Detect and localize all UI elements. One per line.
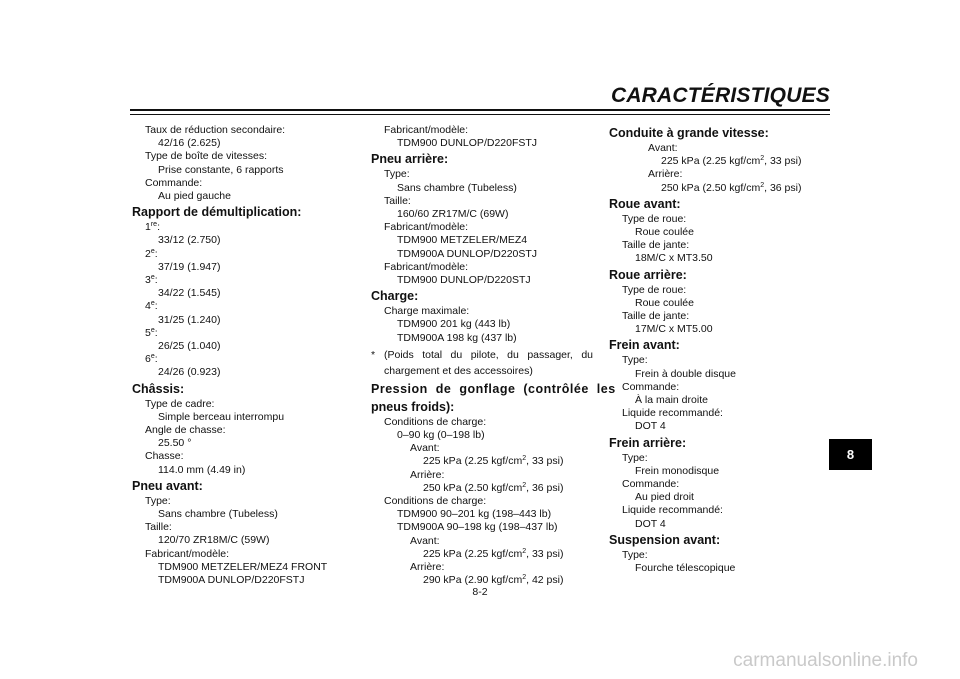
footnote-mark: * xyxy=(371,348,376,361)
spec-value: 25.50 ° xyxy=(158,437,192,450)
gear-number: 4 xyxy=(145,300,151,313)
section-heading: Pneu arrière: xyxy=(371,152,449,167)
gear-label: 6e: xyxy=(145,353,158,366)
pressure-value xyxy=(609,155,831,168)
footnote-text: (Poids total du pilote, du passager, du chargement et des accessoires) xyxy=(384,348,593,377)
spec-value: 42/16 (2.625) xyxy=(158,137,221,150)
gear-ratio: 24/26 (0.923) xyxy=(158,366,221,379)
spec-value: Roue coulée xyxy=(635,296,694,309)
gear-ratio: 34/22 (1.545) xyxy=(158,287,221,300)
gear-suffix: e xyxy=(150,326,155,334)
spec-label: Fabricant/modèle: xyxy=(384,124,469,136)
gear-suffix: e xyxy=(150,300,155,308)
spec-label: Commande: xyxy=(145,176,203,189)
gear-ratio: 31/25 (1.240) xyxy=(158,313,221,326)
gear-number: 1 xyxy=(145,221,151,234)
gear-number: 6 xyxy=(145,353,151,366)
spec-label: Conditions de charge: xyxy=(384,495,487,508)
spec-label: Liquide recommandé: xyxy=(622,504,723,517)
section-heading: Suspension avant: xyxy=(609,532,721,547)
spec-value: TDM900 90–201 kg (198–443 lb) xyxy=(397,508,552,521)
spec-label: Chasse: xyxy=(145,450,184,463)
spec-label: Charge maximale: xyxy=(384,305,470,318)
spec-label: Type de roue: xyxy=(622,212,687,225)
spec-label: Liquide recommandé: xyxy=(622,407,723,420)
spec-label: Fabricant/modèle: xyxy=(384,221,469,234)
gear-ratio: 33/12 (2.750) xyxy=(158,234,221,247)
gear-suffix: re xyxy=(150,221,158,229)
section-heading: Roue avant: xyxy=(609,196,681,211)
footnote xyxy=(371,347,593,379)
spec-value: Frein monodisque xyxy=(635,464,720,477)
pressure-text: 250 kPa (2.50 kgf/cm xyxy=(661,181,761,194)
gear-ratio: 26/25 (1.040) xyxy=(158,340,221,353)
pressure-value xyxy=(609,182,831,195)
pressure-text: 225 kPa (2.25 kgf/cm xyxy=(661,155,761,168)
spec-value: 160/60 ZR17M/C (69W) xyxy=(397,208,509,221)
superscript: 2 xyxy=(522,481,527,489)
spec-label: Arrière: xyxy=(648,168,683,181)
spec-label: Commande: xyxy=(622,478,680,491)
page-number: 8-2 xyxy=(472,586,488,598)
section-heading: Roue arrière: xyxy=(609,267,687,282)
spec-label: Arrière: xyxy=(410,468,445,481)
section-heading: Frein avant: xyxy=(609,338,680,353)
spec-value: Frein à double disque xyxy=(635,367,736,380)
spec-value: Fourche télescopique xyxy=(635,562,736,575)
spec-label: Type: xyxy=(622,354,648,367)
pressure-value xyxy=(371,455,593,468)
gear-label: 3e: xyxy=(145,274,158,287)
pressure-text: , 36 psi) xyxy=(526,481,564,494)
spec-value: TDM900 DUNLOP/D220STJ xyxy=(397,274,531,287)
pressure-text: 225 kPa (2.25 kgf/cm xyxy=(423,547,523,560)
gear-suffix: e xyxy=(150,274,155,282)
spec-value: 17M/C x MT5.00 xyxy=(635,323,713,336)
spec-label: Taille: xyxy=(384,194,411,207)
pressure-text: , 33 psi) xyxy=(526,455,564,468)
section-heading: Pneu avant: xyxy=(132,478,203,493)
spec-value: TDM900 201 kg (443 lb) xyxy=(397,318,511,331)
gear-number: 5 xyxy=(145,326,151,339)
superscript: 2 xyxy=(760,181,765,189)
spec-label: Avant: xyxy=(410,534,440,547)
spec-label: Avant: xyxy=(410,442,440,455)
spec-value: TDM900A DUNLOP/D220FSTJ xyxy=(158,574,305,587)
spec-value: DOT 4 xyxy=(635,420,666,433)
header-rule-thin xyxy=(130,114,830,115)
pressure-text: , 42 psi) xyxy=(526,574,564,587)
pressure-value xyxy=(371,548,593,561)
section-heading: Rapport de démultiplication: xyxy=(132,205,302,220)
spec-value: 0–90 kg (0–198 lb) xyxy=(397,429,485,442)
section-heading: Charge: xyxy=(371,289,419,304)
spec-value: 120/70 ZR18M/C (59W) xyxy=(158,534,270,547)
gear-suffix: e xyxy=(150,353,155,361)
spec-label: Type de roue: xyxy=(622,283,687,296)
spec-label: Arrière: xyxy=(410,561,445,574)
spec-value: 114.0 mm (4.49 in) xyxy=(158,463,246,476)
gear-ratio: 37/19 (1.947) xyxy=(158,260,221,273)
spec-value: Simple berceau interrompu xyxy=(158,410,285,423)
spec-value: TDM900A DUNLOP/D220STJ xyxy=(397,247,538,260)
spec-label: Type: xyxy=(622,451,648,464)
spec-label: Conditions de charge: xyxy=(384,415,487,428)
page-title: CARACTÉRISTIQUES xyxy=(610,84,830,107)
spec-label: Type: xyxy=(384,168,410,181)
gear-label: 5e: xyxy=(145,326,158,339)
section-heading: Châssis: xyxy=(132,381,185,396)
section-heading: pneus froids): xyxy=(371,399,455,414)
spec-label: Taille de jante: xyxy=(622,239,690,252)
watermark: carmanualsonline.info xyxy=(733,650,918,671)
section-heading: Pression de gonflage (contrôlée les xyxy=(371,381,616,396)
spec-label: Taille de jante: xyxy=(622,310,690,323)
header-rule-thick xyxy=(130,109,830,111)
pressure-text: 290 kPa (2.90 kgf/cm xyxy=(423,574,523,587)
superscript: 2 xyxy=(522,547,527,555)
spec-value: Au pied gauche xyxy=(158,190,231,203)
spec-value: DOT 4 xyxy=(635,517,666,530)
spec-label: Taille: xyxy=(145,521,172,534)
spec-value: À la main droite xyxy=(635,394,708,407)
spec-value: Roue coulée xyxy=(635,226,694,239)
spec-value: TDM900A 90–198 kg (198–437 lb) xyxy=(397,521,558,534)
superscript: 2 xyxy=(522,574,527,582)
section-heading: Frein arrière: xyxy=(609,435,687,450)
spec-label: Type: xyxy=(622,548,648,561)
pressure-text: , 36 psi) xyxy=(764,181,802,194)
gear-number: 2 xyxy=(145,247,151,260)
spec-column-2 xyxy=(371,124,616,587)
gear-label: 4e: xyxy=(145,300,158,313)
spec-label: Type de cadre: xyxy=(145,397,215,410)
spec-label: Type de boîte de vitesses: xyxy=(145,150,267,163)
spec-value: Prise constante, 6 rapports xyxy=(158,163,284,176)
section-heading: Conduite à grande vitesse: xyxy=(609,126,769,140)
superscript: 2 xyxy=(522,455,527,463)
superscript: 2 xyxy=(760,155,765,163)
spec-label: Fabricant/modèle: xyxy=(384,260,469,273)
spec-value: Au pied droit xyxy=(635,491,694,504)
gear-label: 1re: xyxy=(145,221,160,234)
spec-label: Type: xyxy=(145,494,171,507)
section-tab: 8 xyxy=(829,439,872,470)
spec-column-3 xyxy=(609,124,831,575)
gear-label: 2e: xyxy=(145,247,158,260)
spec-value: TDM900A 198 kg (437 lb) xyxy=(397,331,517,344)
pressure-text: , 33 psi) xyxy=(526,547,564,560)
gear-suffix: e xyxy=(150,247,155,255)
spec-value: TDM900 METZELER/MEZ4 xyxy=(397,234,528,247)
spec-value: TDM900 DUNLOP/D220FSTJ xyxy=(397,137,538,150)
spec-value: 18M/C x MT3.50 xyxy=(635,252,713,265)
spec-label: Avant: xyxy=(648,142,678,154)
gear-number: 3 xyxy=(145,274,151,287)
spec-value: TDM900 METZELER/MEZ4 FRONT xyxy=(158,560,328,573)
spec-column-1 xyxy=(132,124,350,587)
spec-label: Angle de chasse: xyxy=(145,424,226,437)
pressure-text: , 33 psi) xyxy=(764,155,802,168)
pressure-text: 225 kPa (2.25 kgf/cm xyxy=(423,455,523,468)
pressure-value xyxy=(371,482,593,495)
spec-value: Sans chambre (Tubeless) xyxy=(397,181,517,194)
spec-label: Commande: xyxy=(622,380,680,393)
pressure-text: 250 kPa (2.50 kgf/cm xyxy=(423,481,523,494)
spec-value: Sans chambre (Tubeless) xyxy=(158,508,278,521)
spec-label: Fabricant/modèle: xyxy=(145,547,230,560)
spec-label: Taux de réduction secondaire: xyxy=(145,124,286,136)
